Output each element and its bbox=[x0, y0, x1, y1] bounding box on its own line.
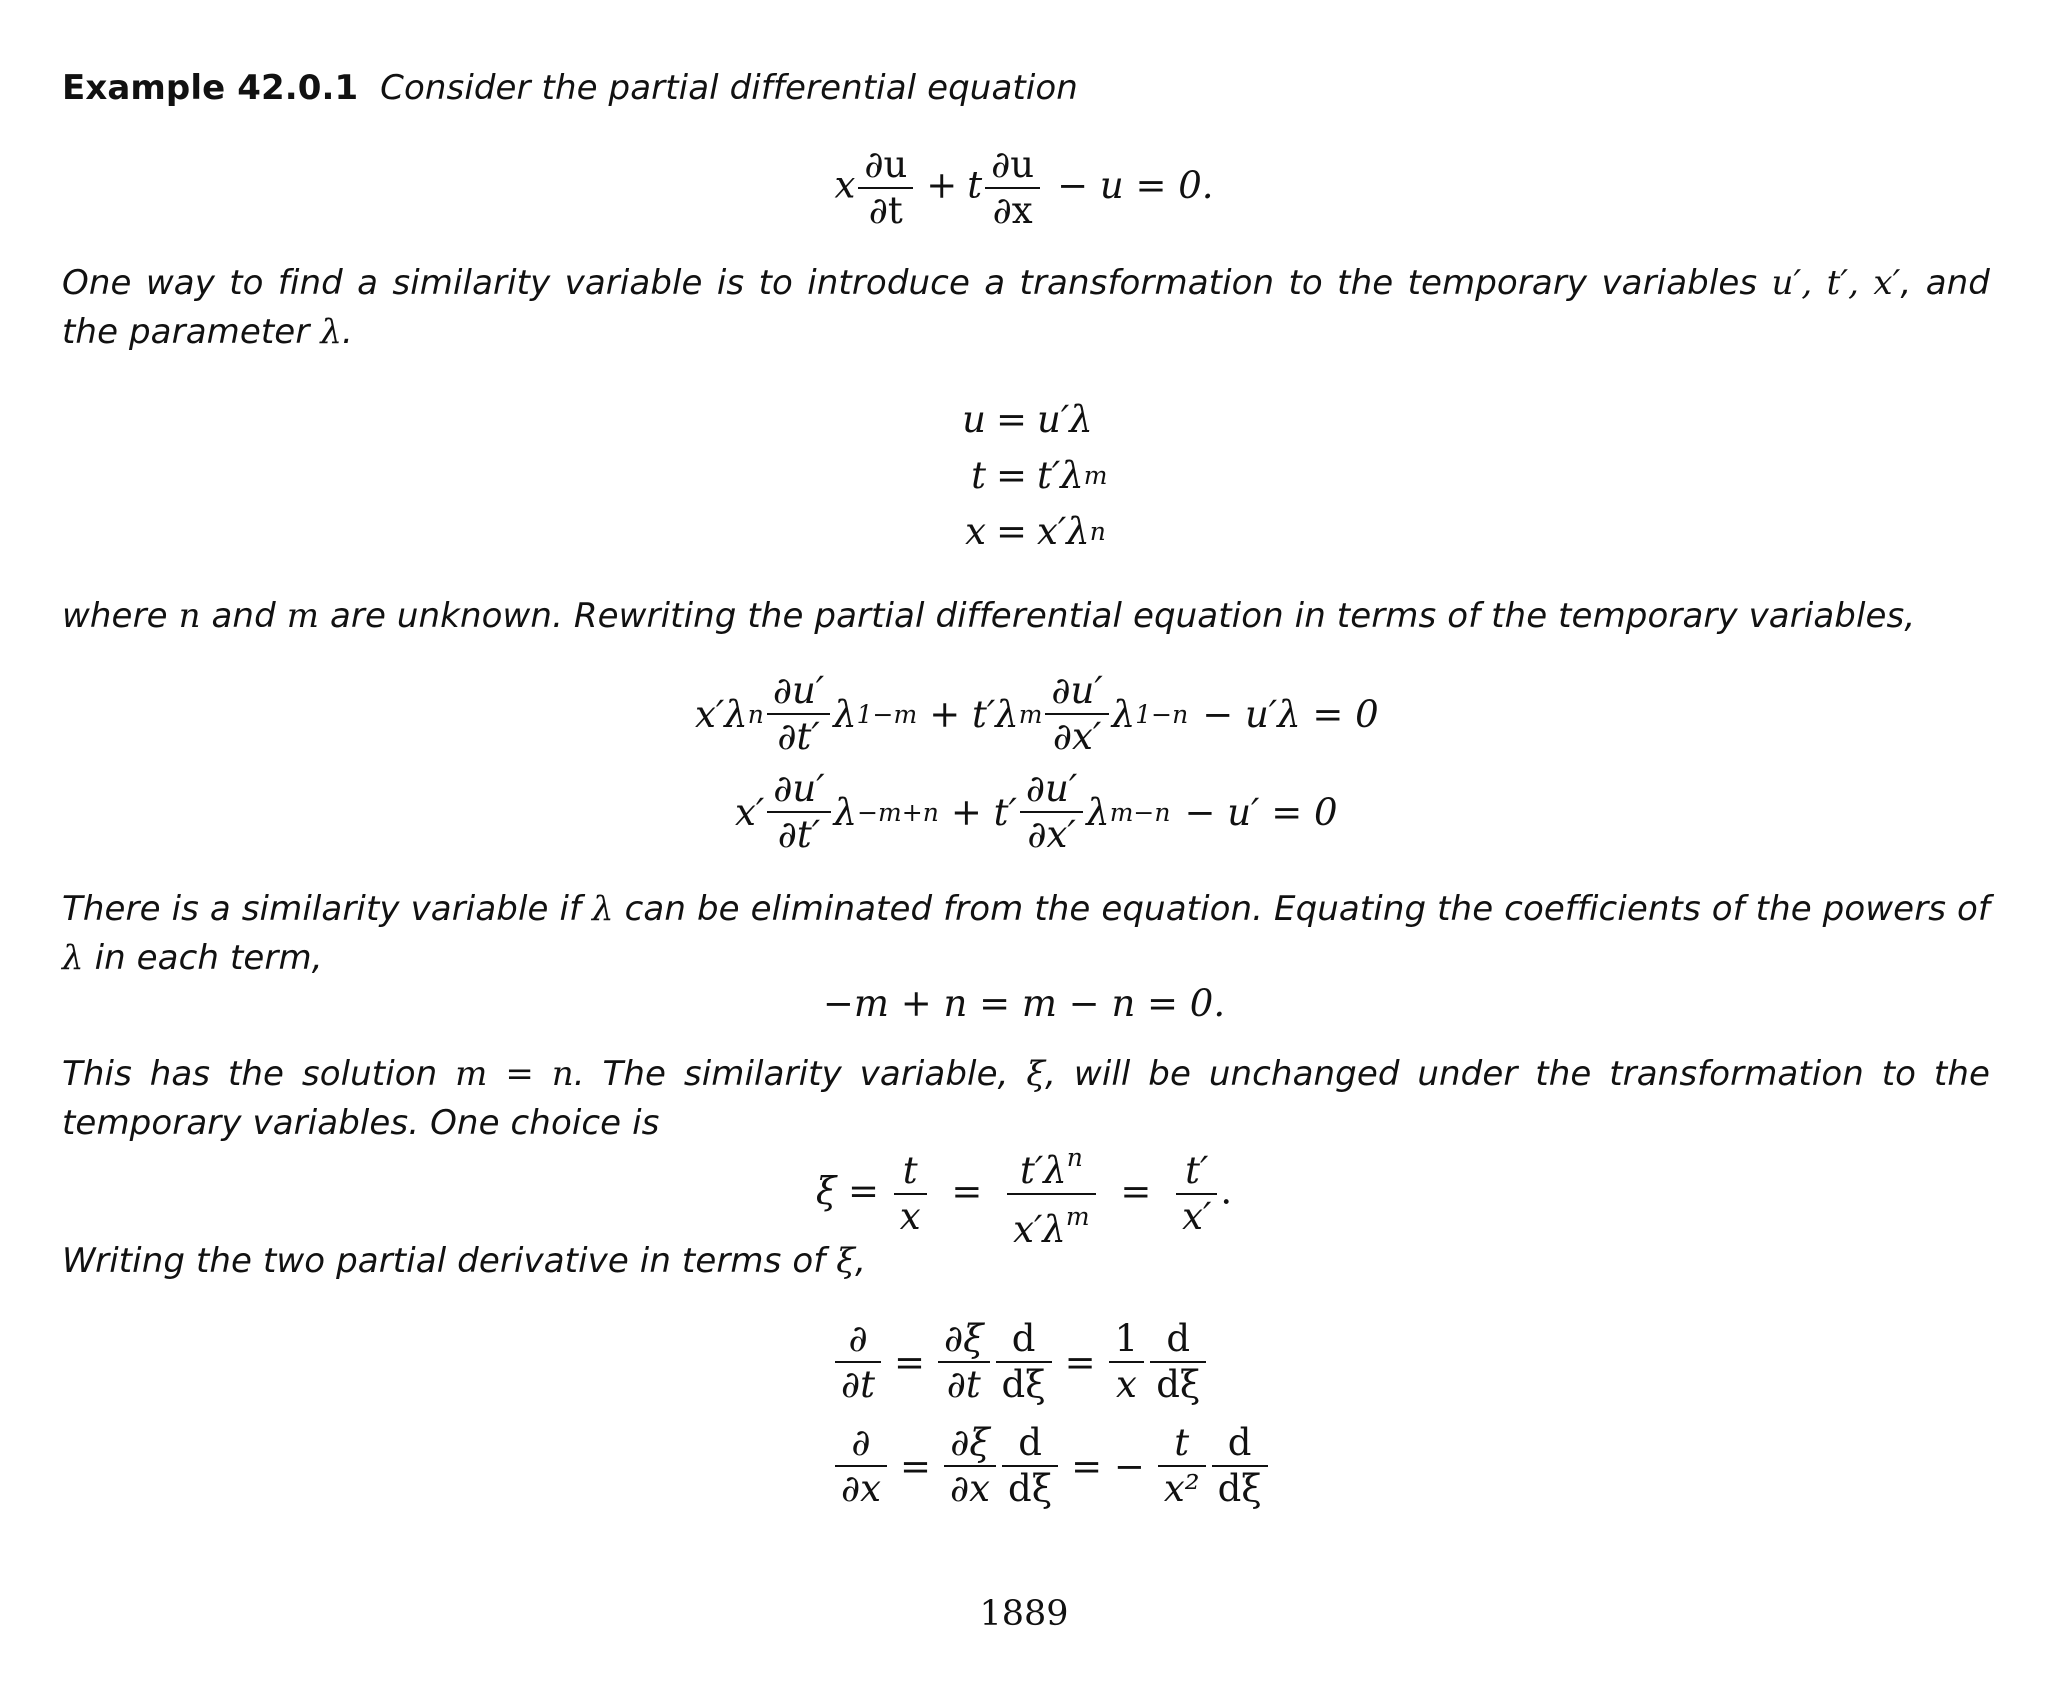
pde-equation: x $\frac{\partial u}{\partial t}$ + t $\frac{\partial u}{\partial x}$ − u = 0. bbox=[834, 143, 1214, 232]
fraction: $\frac{\partial\xi}{\partial x}$ bbox=[944, 1421, 996, 1511]
paragraph-derivatives: Writing the two partial derivative in terms of ξ, bbox=[62, 1241, 866, 1281]
transform-row: x = x′λ n bbox=[965, 510, 1106, 553]
paragraph-rewriting: where n and m are unknown. Rewriting the partial differential equation in terms of the temporary variables, bbox=[62, 596, 1916, 636]
fraction: $\frac{\partial u'}{\partial t'}$ bbox=[767, 669, 830, 759]
fraction: $\frac{\partial u'}{\partial x'}$ bbox=[1045, 669, 1108, 759]
transformation-system bbox=[944, 392, 1107, 560]
fraction: $\frac{\partial u'}{\partial t'}$ bbox=[767, 767, 830, 857]
fraction: $\frac{d}{d\xi}$ bbox=[1212, 1421, 1268, 1511]
page-number: 1889 bbox=[979, 1594, 1069, 1634]
fraction: $\frac{\partial\xi}{\partial t}$ bbox=[938, 1317, 990, 1407]
derivative-relations bbox=[832, 1310, 1271, 1518]
example-label: Example 42.0.1 bbox=[62, 68, 359, 108]
example-heading bbox=[62, 64, 1990, 113]
paragraph-eliminate-lambda: There is a similarity variable if λ can be eliminated from the equation. Equating the coefficients of the powers of λ in each term, bbox=[62, 889, 1990, 978]
fraction: $\frac{t}{x}$ bbox=[894, 1149, 927, 1239]
rewritten-row-1: x′λ n $\frac{\partial u'}{\partial t'}$ λ 1−m + t′λ m $\frac{\partial u'}{\partial x'}$ λ 1−n − u′λ = 0 bbox=[695, 669, 1379, 758]
fraction: $\frac{\partial u}{\partial t}$ bbox=[858, 143, 913, 233]
fraction: $\frac{\partial u}{\partial x}$ bbox=[985, 143, 1040, 233]
fraction: $\frac{t'\lambda^n}{x'\lambda^m}$ bbox=[1007, 1136, 1095, 1252]
rewritten-equations bbox=[695, 665, 1379, 861]
fraction: $\frac{d}{d\xi}$ bbox=[1150, 1317, 1206, 1407]
rewritten-row-2: x′ $\frac{\partial u'}{\partial t'}$ λ −m+n + t′ $\frac{\partial u'}{\partial x'}$ λ m−n − u′ = 0 bbox=[735, 767, 1338, 856]
fraction: $\frac{d}{d\xi}$ bbox=[1002, 1421, 1058, 1511]
fraction: $\frac{\partial}{\partial t}$ bbox=[835, 1317, 881, 1407]
example-intro: Consider the partial differential equation bbox=[380, 68, 1078, 108]
powers-equation: −m + n = m − n = 0. bbox=[822, 982, 1226, 1025]
fraction: $\frac{\partial}{\partial x}$ bbox=[835, 1421, 887, 1511]
paragraph-transformation: One way to find a similarity variable is to introduce a transformation to the temporary variables u′, t′, x′, and the parameter λ. bbox=[62, 263, 1990, 352]
transform-row: u = u′λ bbox=[962, 398, 1093, 441]
derivative-row-x: $\frac{\partial}{\partial x}$ = $\frac{\partial\xi}{\partial x}$ $\frac{d}{d\xi}$ = − $\frac{t}{\text{x²}}$ $\frac{d}{d\xi}$ bbox=[832, 1414, 1271, 1518]
pde-coef-x: x bbox=[834, 163, 856, 207]
fraction: $\frac{d}{d\xi}$ bbox=[996, 1317, 1052, 1407]
pde-coef-t: t bbox=[967, 163, 983, 207]
transform-row: t = t′λ m bbox=[971, 454, 1108, 497]
fraction: $\frac{1}{x}$ bbox=[1109, 1317, 1145, 1407]
fraction: $\frac{t}{\text{x²}}$ bbox=[1158, 1421, 1206, 1511]
similarity-equation: ξ = $\frac{t}{x}$ = $\frac{t'\lambda^n}{x'\lambda^m}$ = $\frac{t'}{x'}$ . bbox=[0, 1136, 2048, 1252]
derivative-row-t: $\frac{\partial}{\partial t}$ = $\frac{\partial\xi}{\partial t}$ $\frac{d}{d\xi}$ = $\frac{1}{x}$ $\frac{d}{d\xi}$ bbox=[832, 1310, 1271, 1414]
fraction: $\frac{t'}{x'}$ bbox=[1176, 1149, 1217, 1239]
paragraph-solution: This has the solution m = n. The similarity variable, ξ, will be unchanged under the transformation to the temporary variables. One choice is bbox=[62, 1054, 1990, 1143]
pde-tail: − u = 0. bbox=[1057, 163, 1214, 207]
fraction: $\frac{\partial u'}{\partial x'}$ bbox=[1020, 767, 1083, 857]
